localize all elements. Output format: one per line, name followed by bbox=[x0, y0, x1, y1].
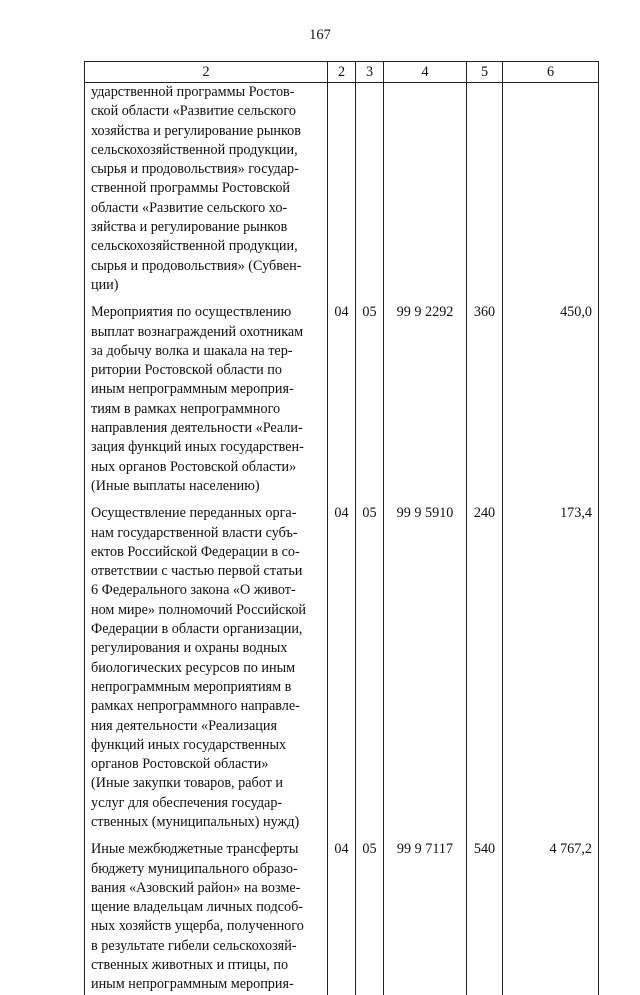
row-gap bbox=[85, 295, 599, 303]
row-target-article-cell: 99 9 2292 bbox=[384, 303, 467, 496]
row-subsection-cell: 05 bbox=[356, 504, 384, 832]
table-header-row bbox=[85, 62, 599, 83]
row-section-cell: 04 bbox=[328, 840, 356, 994]
row-name-cell bbox=[85, 504, 328, 832]
row-expense-type-cell: 360 bbox=[467, 303, 503, 496]
column-header-amount: 6 bbox=[503, 62, 599, 83]
row-target-article-cell: 99 9 5910 bbox=[384, 504, 467, 832]
row-name-text: ударственной программы Ростов- ской области «Развитие сельского хозяйства и регулирование рынков сельскохозяйственной продукции, сырья и продовольствия» государ- ственной программы Ростовской области «Развитие сельского хо- зяйства и регулирование рынков сельскохозяйственной продукции, сырья и продовольствия» (Субвен- ции) bbox=[91, 84, 302, 293]
row-section-cell bbox=[328, 83, 356, 296]
column-header-expense-type: 5 bbox=[467, 62, 503, 83]
column-header-section: 2 bbox=[328, 62, 356, 83]
row-name-text: Осуществление переданных орга- нам государственной власти субъ- ектов Российской Федерации в со- ответствии с частью первой статьи 6 Федерального закона «О живот- ном мире» полномочий Российской Федерации в области организации, регулирования и охраны водных биологических ресурсов по иным непрограммным мероприятиям в рамках непрограммного направле- ния деятельности «Реализация функций иных государственных органов Ростовской области» (Иные закупки товаров, работ и услуг для обеспечения государ- ственных (муниципальных) нужд) bbox=[91, 505, 307, 830]
row-subsection-cell: 05 bbox=[356, 840, 384, 994]
row-name-text: Иные межбюджетные трансферты бюджету муниципального образо- вания «Азовский район» на возме- щение владельцам личных подсоб- ных хозяйств ущерба, полученного в результате гибели сельскохозяй- ственных животных и птицы, по иным непрограммным мероприя- bbox=[91, 841, 304, 993]
row-expense-type-cell bbox=[467, 83, 503, 296]
row-gap bbox=[85, 832, 599, 840]
column-header-subsection: 3 bbox=[356, 62, 384, 83]
page-number: 167 bbox=[309, 27, 331, 43]
row-target-article-cell: 99 9 7117 bbox=[384, 840, 467, 994]
row-name-cell bbox=[85, 303, 328, 496]
table-row bbox=[85, 83, 599, 296]
row-section-cell: 04 bbox=[328, 504, 356, 832]
row-name-cell bbox=[85, 840, 328, 994]
row-amount-cell: 4 767,2 bbox=[503, 840, 599, 994]
row-amount-cell: 173,4 bbox=[503, 504, 599, 832]
column-header-name: 2 bbox=[85, 62, 328, 83]
row-target-article-cell bbox=[384, 83, 467, 296]
row-section-cell: 04 bbox=[328, 303, 356, 496]
table-row bbox=[85, 504, 599, 832]
row-gap bbox=[85, 496, 599, 504]
row-expense-type-cell: 540 bbox=[467, 840, 503, 994]
row-amount-cell bbox=[503, 83, 599, 296]
row-subsection-cell bbox=[356, 83, 384, 296]
row-name-cell bbox=[85, 83, 328, 296]
row-expense-type-cell: 240 bbox=[467, 504, 503, 832]
row-name-text: Мероприятия по осуществлению выплат вознаграждений охотникам за добычу волка и шакала на тер- ритории Ростовской области по иным непрограммным мероприя- тиям в рамках непрограммного направления деятельности «Реали- зация функций иных государствен- ных органов Ростовской области» (Иные выплаты населению) bbox=[91, 304, 304, 494]
column-header-target-article: 4 bbox=[384, 62, 467, 83]
row-subsection-cell: 05 bbox=[356, 303, 384, 496]
budget-table bbox=[84, 61, 599, 995]
table-row bbox=[85, 840, 599, 994]
row-amount-cell: 450,0 bbox=[503, 303, 599, 496]
table-row bbox=[85, 303, 599, 496]
